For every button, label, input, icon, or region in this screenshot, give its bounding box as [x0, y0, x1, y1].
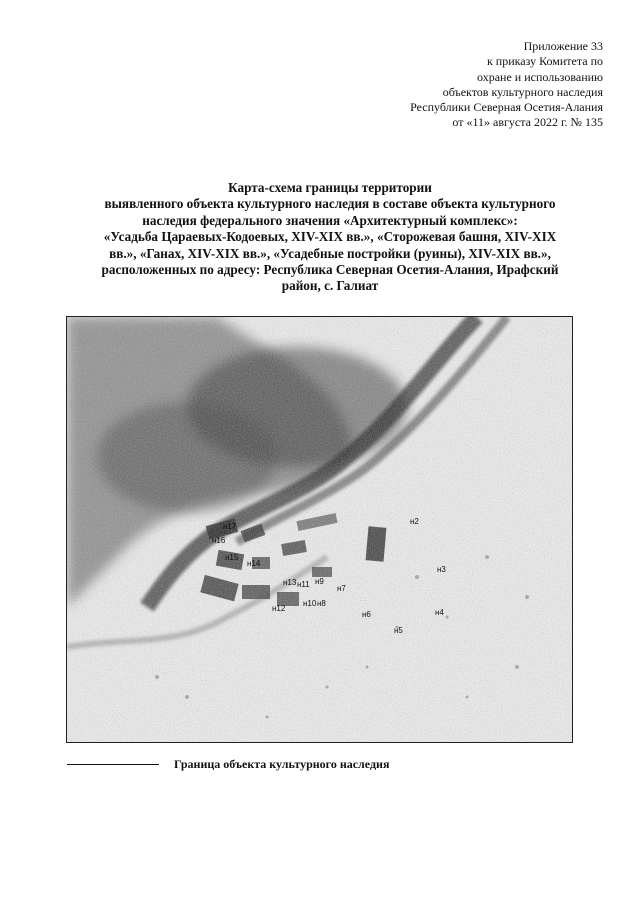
- point-label: н5: [394, 626, 403, 635]
- point-label: н11: [297, 580, 310, 589]
- point-label: н16: [212, 536, 226, 545]
- point-label: н3: [437, 565, 446, 574]
- appendix-line: от «11» августа 2022 г. № 135: [452, 115, 603, 130]
- aerial-map-image: [67, 317, 573, 743]
- appendix-line: Приложение 33: [523, 39, 603, 53]
- point-label: н6: [362, 610, 371, 619]
- point-label: н9: [315, 577, 324, 586]
- point-label: н10: [303, 599, 317, 608]
- point-label: н17: [223, 522, 237, 531]
- point-label: н14: [247, 559, 261, 568]
- appendix-line: к приказу Комитета по: [486, 54, 603, 69]
- aerial-map: [66, 316, 573, 743]
- appendix-line: объектов культурного наследия: [442, 84, 603, 99]
- point-label: н2: [410, 517, 419, 526]
- title-line: Карта-схема границы территории: [228, 180, 432, 195]
- title-line: расположенных по адресу: Республика Северная Осетия-Алания, Ирафский: [101, 262, 559, 278]
- title-line: «Усадьба Цараевых-Кодоевых, XIV-XIX вв.», «Сторожевая башня, XIV-XIX: [103, 229, 557, 245]
- appendix-header: [410, 39, 603, 131]
- appendix-line: Республики Северная Осетия-Алания: [410, 100, 603, 115]
- legend-line-sample: [67, 764, 159, 765]
- point-label: н12: [272, 604, 286, 613]
- legend-label: Граница объекта культурного наследия: [174, 757, 390, 771]
- point-label: н4: [435, 608, 444, 617]
- title-line: вв.», «Ганах, XIV-XIX вв.», «Усадебные постройки (руины), XIV-XIX вв.»,: [109, 245, 551, 261]
- point-label: н13: [283, 578, 297, 587]
- document-title: [60, 180, 600, 295]
- appendix-line: охране и использованию: [477, 69, 603, 84]
- point-label: н7: [337, 584, 346, 593]
- title-line: выявленного объекта культурного наследия в составе объекта культурного: [104, 196, 556, 212]
- point-label: н15: [225, 553, 239, 562]
- point-label: н8: [317, 599, 326, 608]
- title-line: наследия федерального значения «Архитектурный комплекс»:: [142, 212, 518, 228]
- title-line: район, с. Галиат: [281, 278, 379, 294]
